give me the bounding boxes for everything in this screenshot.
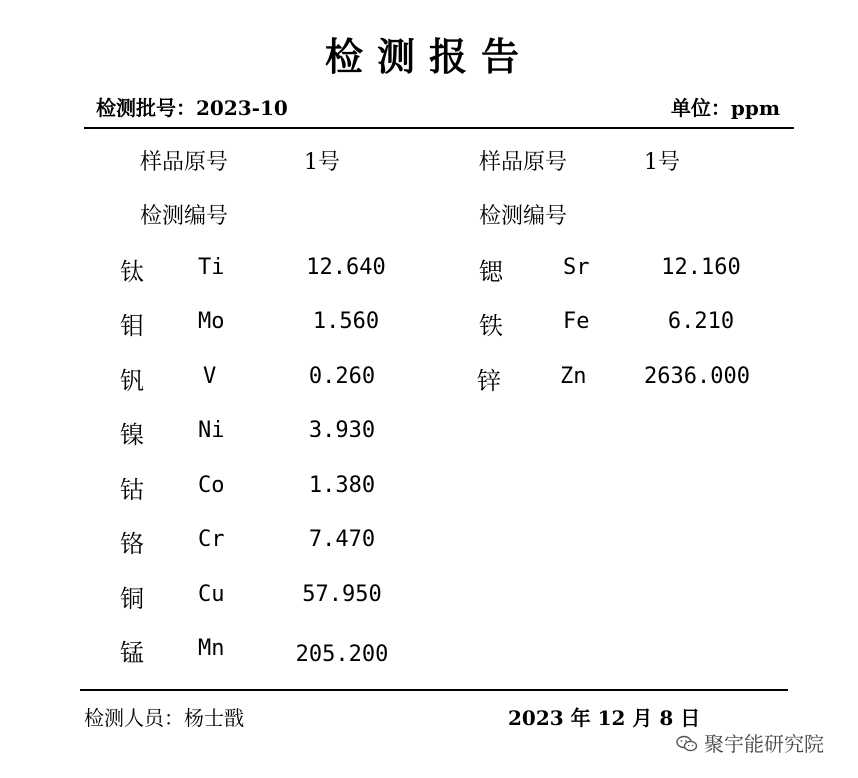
- element-symbol: Mo: [198, 309, 225, 334]
- header-rule: [84, 127, 794, 129]
- element-value: 12.640: [306, 255, 386, 280]
- element-value: 6.210: [667, 309, 735, 334]
- element-symbol: Sr: [563, 255, 590, 280]
- sample-orig-label-right: 样品原号: [479, 150, 568, 175]
- element-name: 镍: [120, 421, 144, 449]
- element-value: 3.930: [308, 418, 376, 443]
- element-name: 锶: [479, 258, 503, 286]
- watermark: [676, 728, 824, 757]
- element-name: 铬: [120, 530, 144, 558]
- element-name: 钒: [120, 367, 144, 395]
- element-value: 1.380: [308, 473, 376, 498]
- wechat-icon: [676, 734, 698, 752]
- sample-orig-value-right: 1号: [644, 150, 680, 175]
- element-value: 205.200: [295, 642, 389, 667]
- element-symbol: Cu: [198, 582, 225, 607]
- sample-orig-label-left: 样品原号: [140, 150, 229, 175]
- inspector: 检测人员：杨士戬: [84, 706, 244, 730]
- element-name: 钴: [120, 476, 144, 504]
- element-symbol: Cr: [198, 527, 225, 552]
- element-name: 锌: [477, 367, 501, 395]
- element-symbol: V: [203, 364, 217, 389]
- element-value: 0.260: [308, 364, 376, 389]
- element-symbol: Zn: [560, 364, 587, 389]
- element-symbol: Ni: [198, 418, 225, 443]
- sample-code-label-right: 检测编号: [479, 204, 568, 229]
- unit-label: 单位：ppm: [670, 96, 780, 120]
- element-symbol: Co: [198, 473, 225, 498]
- batch-number: 检测批号：2023-10: [96, 96, 288, 120]
- element-value: 2636.000: [644, 364, 750, 389]
- element-name: 铜: [120, 585, 144, 613]
- footer-rule: [80, 689, 788, 691]
- element-name: 钼: [120, 312, 144, 340]
- element-symbol: Fe: [563, 309, 590, 334]
- element-value: 12.160: [661, 255, 741, 280]
- report-title: 检测报告: [324, 34, 533, 79]
- element-value: 1.560: [312, 309, 380, 334]
- element-name: 铁: [479, 312, 503, 340]
- element-value: 57.950: [302, 582, 382, 607]
- sample-orig-value-left: 1号: [304, 150, 340, 175]
- element-symbol: Mn: [198, 636, 225, 661]
- element-name: 钛: [120, 258, 144, 286]
- sample-code-label-left: 检测编号: [140, 204, 229, 229]
- element-value: 7.470: [308, 527, 376, 552]
- watermark-text: 聚宇能研究院: [704, 732, 824, 756]
- element-symbol: Ti: [198, 255, 225, 280]
- report-date: 2023 年 12 月 8 日: [508, 706, 701, 730]
- element-name: 锰: [120, 639, 144, 667]
